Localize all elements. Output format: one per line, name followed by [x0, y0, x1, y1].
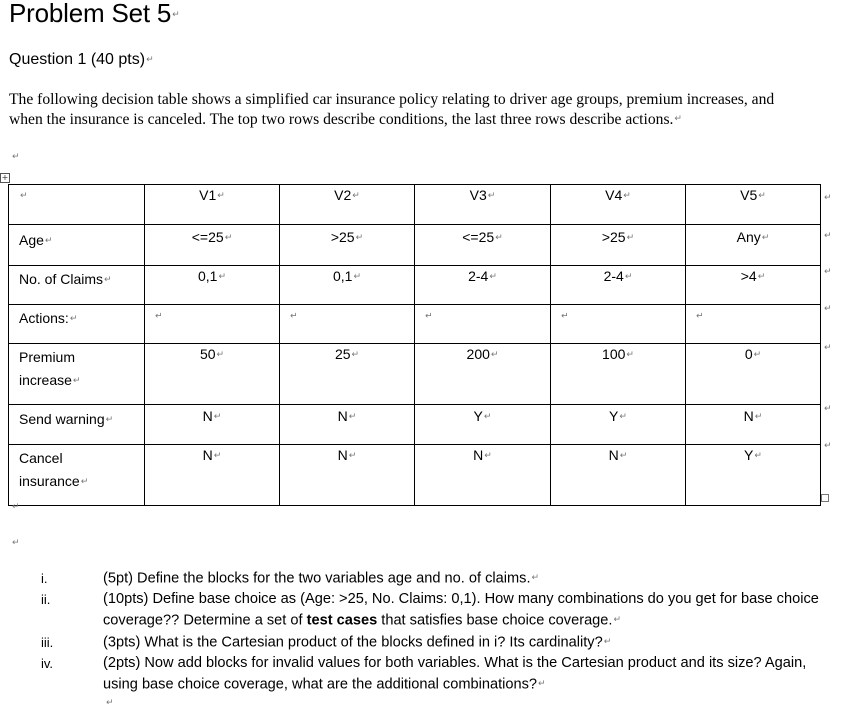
row-label-text: Cancel: [19, 450, 63, 466]
table-cell: [280, 225, 415, 266]
column-header-text: V3: [469, 187, 487, 203]
table-cell: [686, 225, 821, 266]
cell-value: 0,1: [197, 268, 218, 284]
column-header-text: V5: [740, 187, 758, 203]
question-number: i.: [41, 571, 48, 586]
intro-text: The following decision table shows a simplified car insurance policy relating to driver age groups, premium increases, and when the insurance is canceled. The top two rows describe conditions, the last three rows describe actions.: [9, 91, 775, 128]
cell-value: N: [337, 447, 348, 463]
cell-value: 0,1: [332, 268, 353, 284]
table-cell: [686, 445, 821, 506]
question-item: [0, 568, 823, 589]
paragraph-mark-icon: ↵: [172, 10, 180, 21]
row-label-text: Send warning: [19, 411, 105, 427]
cell-value: 50: [199, 346, 216, 362]
question-item: [0, 653, 823, 695]
cell-mark-icon: ↵: [213, 451, 222, 462]
cell-mark-icon: ↵: [623, 191, 631, 202]
row-label-text: Age: [19, 232, 44, 248]
table-cell: [145, 266, 280, 305]
row-label-text: Actions:: [19, 310, 69, 326]
cell-mark-icon: ↵: [352, 191, 360, 202]
cell-value: Y: [473, 408, 483, 424]
intro-paragraph: [9, 90, 809, 130]
cell-mark-icon: ↵: [624, 272, 633, 283]
table-cell-empty: [686, 305, 821, 344]
cell-mark-icon: ↵: [489, 272, 497, 283]
question-number: iii.: [41, 634, 54, 650]
column-header: [686, 185, 821, 225]
cell-value: 2-4: [603, 268, 624, 284]
cell-value: <=25: [191, 229, 224, 245]
row-end-mark-icon: ↵: [824, 441, 832, 451]
cell-mark-icon: ↵: [348, 451, 357, 462]
row-end-mark-icon: ↵: [824, 404, 832, 414]
cell-value: N: [608, 447, 619, 463]
cell-mark-icon: ↵: [626, 233, 635, 244]
cell-mark-icon: ↵: [224, 233, 233, 244]
table-cell: [551, 445, 686, 506]
question-item: [0, 632, 823, 653]
cell-value: 25: [334, 346, 351, 362]
table-cell: [280, 344, 415, 405]
cell-value: >4: [740, 268, 757, 284]
cell-value: N: [743, 408, 754, 424]
question-text: (10pts) Define base choice as (Age: >25, No. Claims: 0,1). How many combinations do you get for base choice coverage?? Determine a set of: [103, 591, 819, 629]
cell-mark-icon: ↵: [290, 311, 298, 322]
table-cell: [686, 344, 821, 405]
column-header: [551, 185, 686, 225]
cell-mark-icon: ↵: [753, 350, 762, 361]
table-cell: [280, 405, 415, 445]
cell-mark-icon: ↵: [754, 412, 763, 423]
table-cell-empty: [280, 305, 415, 344]
row-label: [9, 445, 145, 506]
table-cell: [551, 405, 686, 445]
paragraph-mark-icon: ↵: [538, 679, 546, 690]
cell-value: Any: [736, 229, 761, 245]
cell-mark-icon: ↵: [72, 375, 81, 386]
cell-mark-icon: ↵: [561, 311, 569, 322]
table-resize-handle[interactable]: [821, 494, 829, 502]
paragraph-mark-icon: ↵: [146, 54, 154, 65]
cell-mark-icon: ↵: [495, 233, 503, 244]
table-cell-empty: [145, 305, 280, 344]
table-cell: [280, 266, 415, 305]
cell-mark-icon: ↵: [483, 412, 492, 423]
cell-value: >25: [601, 229, 626, 245]
row-label-text: insurance: [19, 473, 80, 489]
row-end-mark-icon: ↵: [824, 343, 832, 353]
table-cell: [280, 445, 415, 506]
paragraph-mark-icon: ↵: [613, 615, 622, 626]
column-header-text: V4: [605, 187, 623, 203]
table-row: [9, 344, 821, 405]
cell-mark-icon: ↵: [351, 350, 360, 361]
cell-mark-icon: ↵: [626, 350, 634, 361]
cell-mark-icon: ↵: [69, 313, 78, 324]
row-label: [9, 305, 145, 344]
table-cell: [145, 445, 280, 506]
table-header-row: [9, 185, 821, 225]
table-row: [9, 445, 821, 506]
paragraph-mark-icon: ↵: [531, 573, 540, 583]
table-cell: [145, 344, 280, 405]
cell-value: <=25: [462, 229, 495, 245]
table-move-handle-icon[interactable]: +: [1, 173, 9, 182]
cell-mark-icon: ↵: [155, 311, 163, 322]
table-row: [9, 225, 821, 266]
table-cell: [415, 445, 551, 506]
row-label-text: Premium: [19, 349, 76, 365]
column-header: [280, 185, 415, 225]
cell-value: N: [202, 408, 213, 424]
cell-mark-icon: ↵: [80, 476, 89, 487]
cell-mark-icon: ↵: [490, 350, 499, 361]
question-text: that satisfies base choice coverage.: [377, 612, 613, 629]
row-label: [9, 266, 145, 305]
paragraph-mark-icon: ↵: [106, 698, 114, 708]
cell-mark-icon: ↵: [696, 311, 704, 322]
question-number: iv.: [41, 656, 54, 672]
table-cell-empty: [415, 305, 551, 344]
table-cell: [415, 405, 551, 445]
cell-mark-icon: ↵: [619, 412, 627, 423]
row-label: [9, 344, 145, 405]
cell-value: 100: [602, 346, 626, 362]
cell-mark-icon: ↵: [348, 412, 357, 423]
table-cell: [686, 266, 821, 305]
cell-mark-icon: ↵: [353, 272, 361, 283]
table-cell: [551, 225, 686, 266]
cell-value: N: [202, 447, 213, 463]
table-cell: [415, 225, 551, 266]
column-header-text: V1: [199, 187, 217, 203]
row-label: [9, 405, 145, 445]
paragraph-mark-icon: ↵: [12, 152, 20, 162]
document-title: [9, 0, 180, 29]
cell-value: N: [337, 408, 348, 424]
paragraph-mark-icon: ↵: [12, 538, 20, 548]
table-cell: [551, 266, 686, 305]
cell-value: 200: [466, 346, 490, 362]
cell-mark-icon: ↵: [758, 191, 766, 202]
column-header: [145, 185, 280, 225]
cell-mark-icon: ↵: [44, 235, 53, 246]
cell-value: Y: [609, 408, 619, 424]
cell-mark-icon: ↵: [619, 451, 628, 462]
cell-mark-icon: ↵: [754, 451, 762, 462]
table-cell: [415, 344, 551, 405]
cell-mark-icon: ↵: [105, 414, 114, 425]
table-cell: [145, 225, 280, 266]
cell-value: N: [473, 447, 484, 463]
cell-mark-icon: ↵: [761, 233, 770, 244]
cell-mark-icon: ↵: [216, 350, 225, 361]
question-item: [0, 589, 823, 631]
paragraph-mark-icon: ↵: [12, 502, 20, 512]
cell-mark-icon: ↵: [484, 451, 492, 462]
row-label-text: increase: [19, 372, 72, 388]
cell-mark-icon: ↵: [104, 274, 112, 285]
cell-value: 0: [744, 346, 753, 362]
cell-mark-icon: ↵: [757, 272, 766, 283]
table-row: [9, 266, 821, 305]
row-end-mark-icon: ↵: [824, 231, 832, 241]
cell-value: 2-4: [468, 268, 489, 284]
column-header: [415, 185, 551, 225]
row-end-mark-icon: ↵: [824, 267, 832, 277]
table-cell: [686, 405, 821, 445]
question-text: (5pt) Define the blocks for the two variables age and no. of claims.: [103, 570, 531, 587]
row-label-text: No. of Claims: [19, 271, 104, 287]
column-header-text: V2: [334, 187, 352, 203]
row-label: [9, 225, 145, 266]
cell-mark-icon: ↵: [425, 311, 433, 322]
question-text: (2pts) Now add blocks for invalid values for both variables. What is the Cartesian product and its size? Again, using base choice coverage, what are the additional combinations?: [103, 655, 807, 693]
cell-value: Y: [744, 447, 754, 463]
table-row: [9, 405, 821, 445]
cell-mark-icon: ↵: [355, 233, 364, 244]
decision-table: [8, 184, 821, 506]
paragraph-mark-icon: ↵: [603, 636, 612, 647]
question-text-bold: test cases: [306, 612, 378, 629]
question-heading: [9, 51, 154, 69]
row-end-mark-icon: ↵: [824, 193, 832, 203]
table-cell: [551, 344, 686, 405]
table-cell: [145, 405, 280, 445]
cell-mark-icon: ↵: [20, 191, 28, 202]
cell-value: >25: [330, 229, 355, 245]
question-number: ii.: [41, 592, 51, 608]
table-row: [9, 305, 821, 344]
paragraph-mark-icon: ↵: [674, 114, 682, 125]
document-title-text: Problem Set 5: [9, 0, 172, 28]
question-heading-text: Question 1 (40 pts): [9, 51, 146, 68]
row-end-mark-icon: ↵: [824, 304, 832, 314]
cell-mark-icon: ↵: [487, 191, 496, 202]
cell-mark-icon: ↵: [213, 412, 222, 423]
table-cell-empty: [551, 305, 686, 344]
question-text: (3pts) What is the Cartesian product of the blocks defined in i? Its cardinality?: [103, 634, 603, 651]
question-list: [0, 568, 856, 695]
cell-mark-icon: ↵: [218, 272, 226, 283]
table-corner-cell: [9, 185, 145, 225]
cell-mark-icon: ↵: [217, 191, 225, 202]
table-cell: [415, 266, 551, 305]
